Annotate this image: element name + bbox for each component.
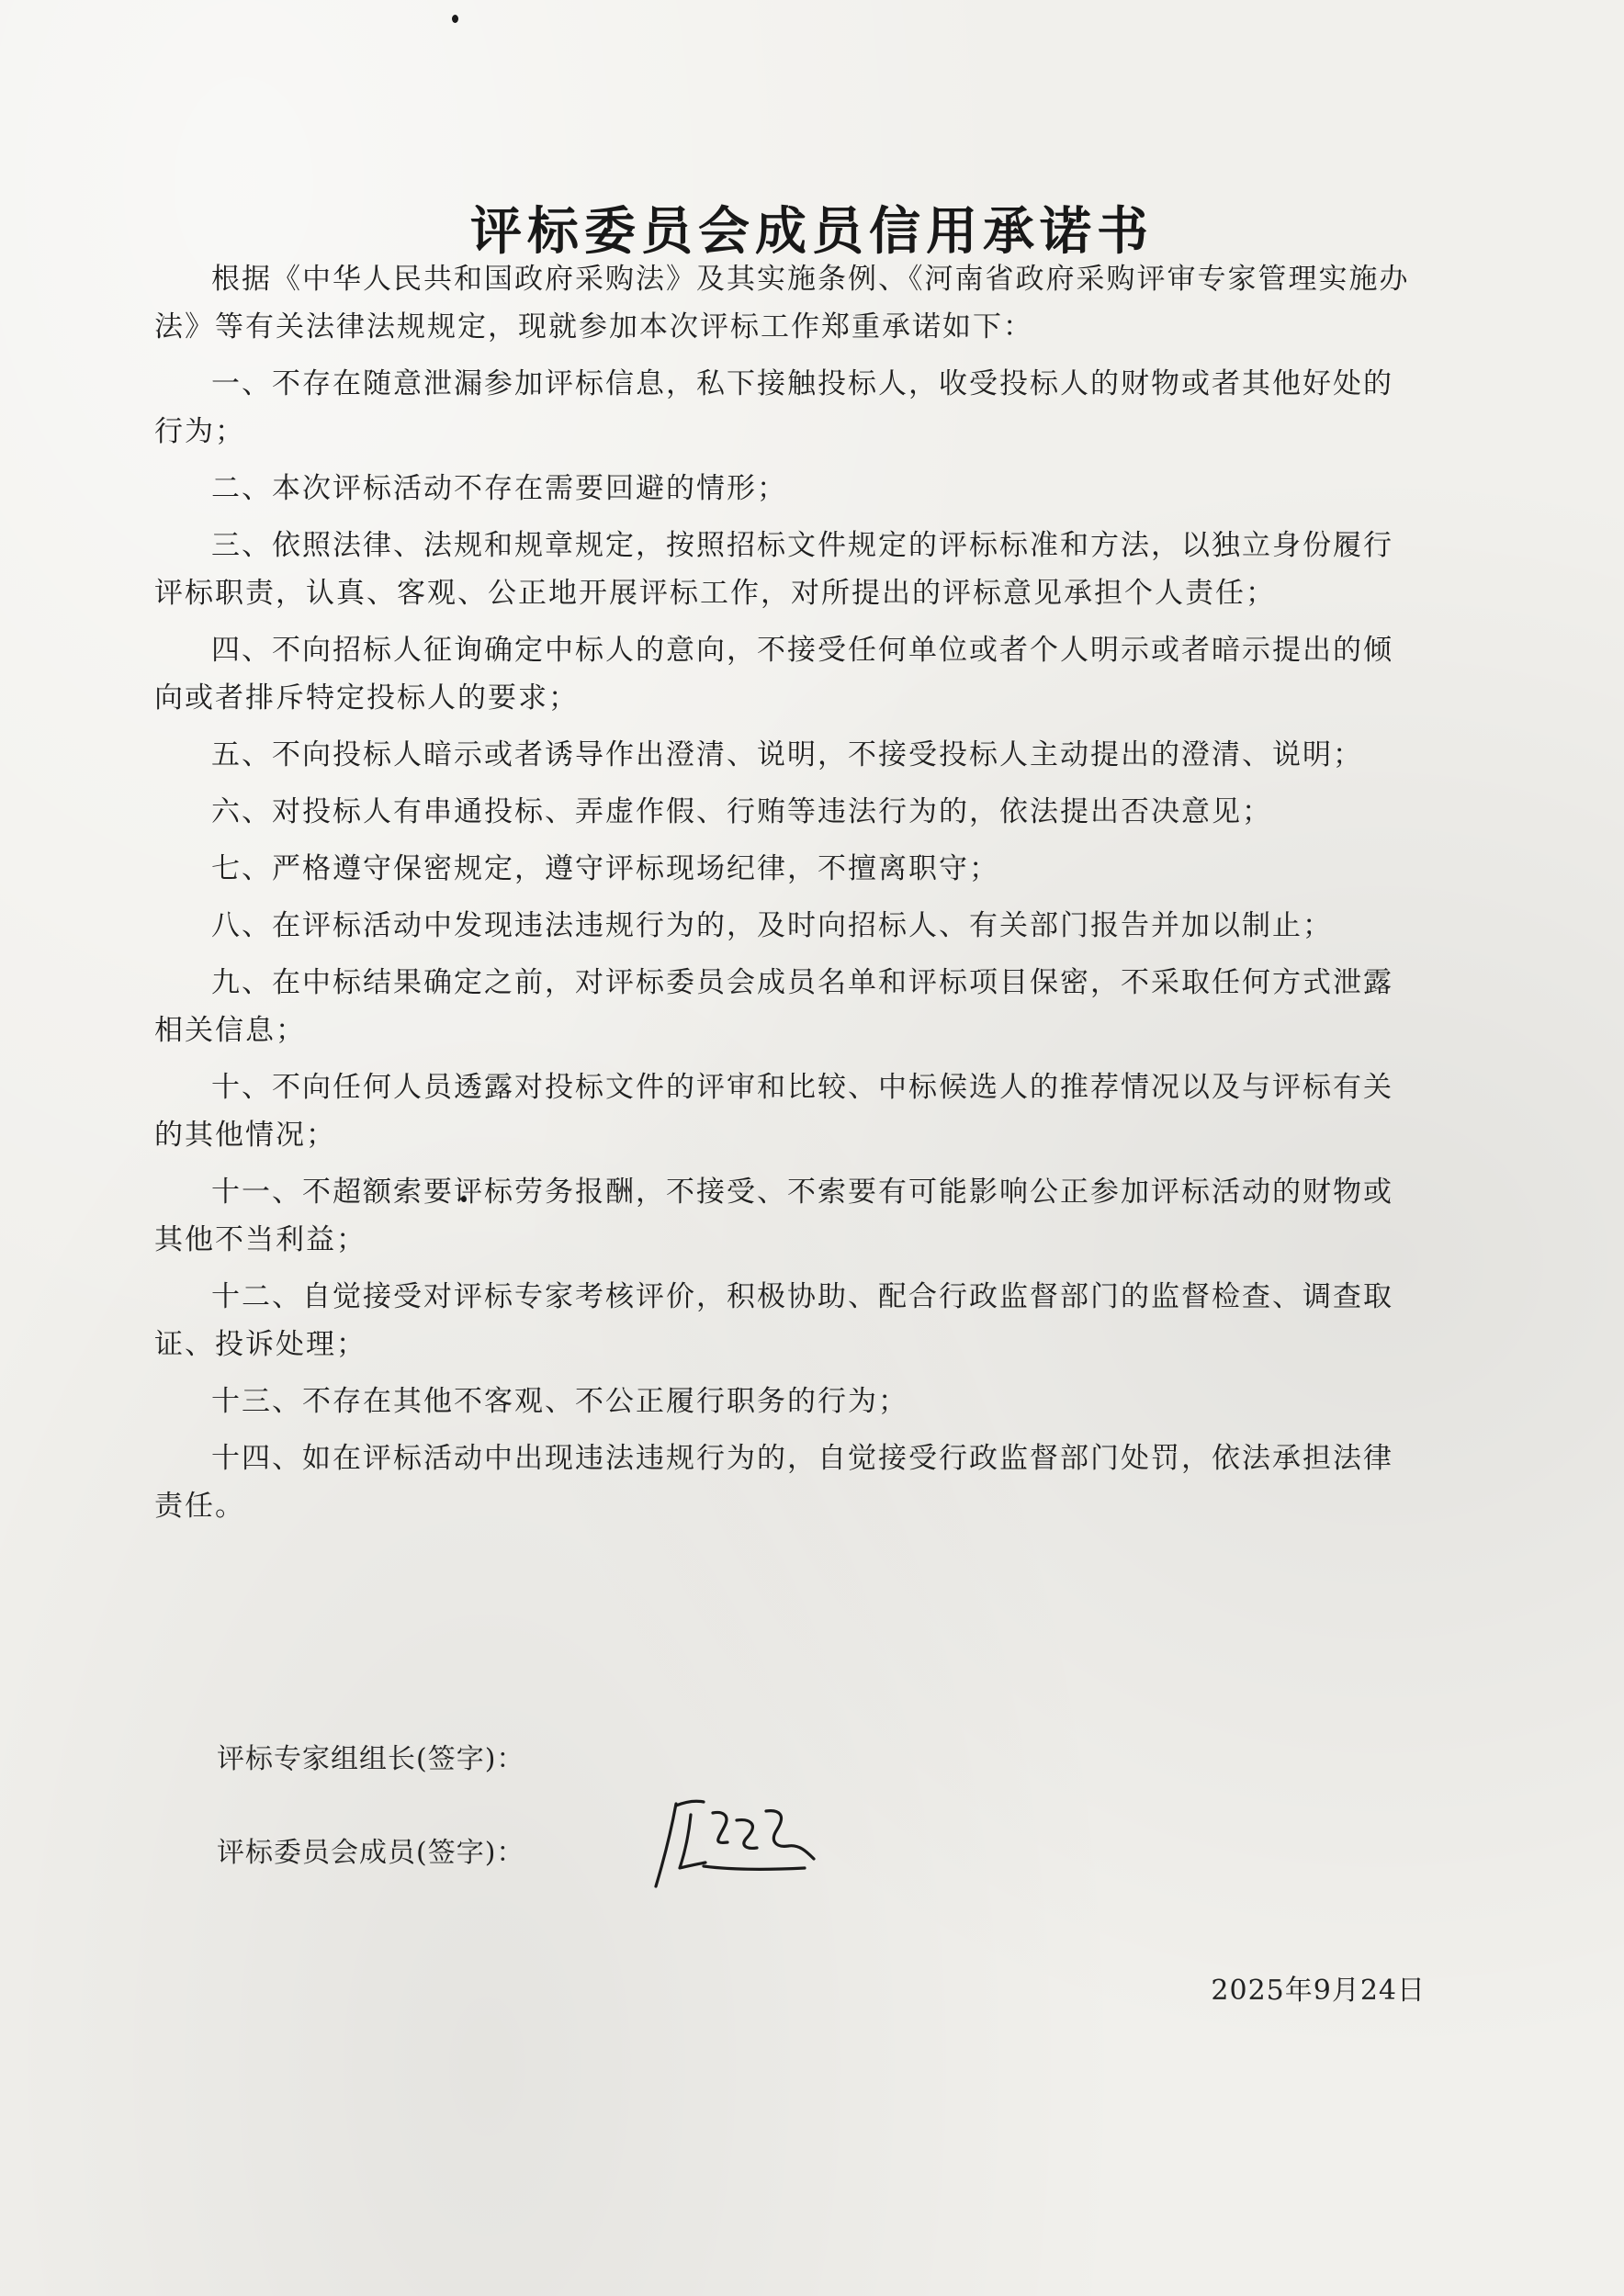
ink-speck <box>452 15 458 23</box>
clause-10: 十、不向任何人员透露对投标文件的评审和比较、中标候选人的推荐情况以及与评标有关的其他情况； <box>154 1071 1393 1152</box>
clause-14: 十四、如在评标活动中出现违法违规行为的，自觉接受行政监督部门处罚，依法承担法律责任。 <box>154 1442 1393 1523</box>
clause-3: 三、依照法律、法规和规章规定，按照招标文件规定的评标标准和方法，以独立身份履行评标职责，认真、客观、公正地开展评标工作，对所提出的评标意见承担个人责任； <box>154 529 1393 610</box>
clause-12: 十二、自觉接受对评标专家考核评价，积极协助、配合行政监督部门的监督检查、调查取证、投诉处理； <box>154 1280 1393 1361</box>
clause-4: 四、不向招标人征询确定中标人的意向，不接受任何单位或者个人明示或者暗示提出的倾向或者排斥特定投标人的要求； <box>154 634 1393 715</box>
clause-11: 十一、不超额索要评标劳务报酬，不接受、不索要有可能影响公正参加评标活动的财物或其他不当利益； <box>154 1176 1393 1256</box>
clause-5: 五、不向投标人暗示或者诱导作出澄清、说明，不接受投标人主动提出的澄清、说明； <box>211 738 1363 771</box>
leader-signature-label: 评标专家组组长(签字)： <box>217 1743 525 1775</box>
intro-paragraph: 根据《中华人民共和国政府采购法》及其实施条例、《河南省政府采购评审专家管理实施办法》等有关法律法规规定，现就参加本次评标工作郑重承诺如下： <box>154 263 1410 343</box>
clause-1: 一、不存在随意泄漏参加评标信息，私下接触投标人，收受投标人的财物或者其他好处的行为； <box>154 367 1393 448</box>
clause-2: 二、本次评标活动不存在需要回避的情形； <box>211 472 787 505</box>
clause-6: 六、对投标人有串通投标、弄虚作假、行贿等违法行为的，依法提出否决意见； <box>211 795 1272 828</box>
document-body <box>154 255 1415 1539</box>
member-signature-row <box>217 1829 1411 1907</box>
clause-9: 九、在中标结果确定之前，对评标委员会成员名单和评标项目保密，不采取任何方式泄露相关信息； <box>154 966 1393 1047</box>
member-signature-label: 评标委员会成员(签字)： <box>217 1837 525 1869</box>
handwritten-signature <box>648 1787 832 1897</box>
document-title: 评标委员会成员信用承诺书 <box>470 202 1154 262</box>
document-date: 2025年9月24日 <box>1211 1975 1426 2007</box>
clause-7: 七、严格遵守保密规定，遵守评标现场纪律，不擅离职守； <box>211 852 999 885</box>
clause-13: 十三、不存在其他不客观、不公正履行职务的行为； <box>211 1385 908 1418</box>
signature-section <box>217 1736 1411 1907</box>
clause-8: 八、在评标活动中发现违法违规行为的，及时向招标人、有关部门报告并加以制止； <box>211 909 1333 942</box>
